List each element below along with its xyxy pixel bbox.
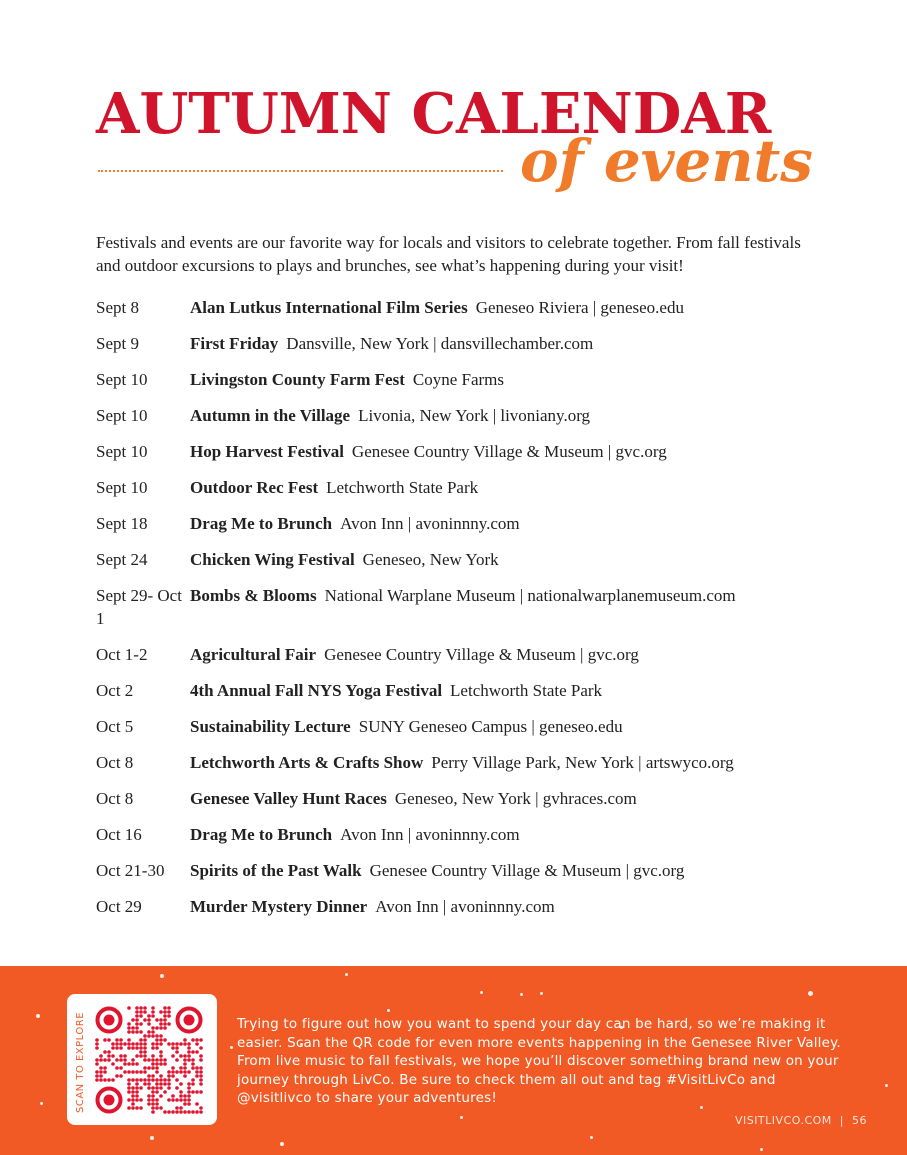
event-row (96, 296, 836, 332)
event-details: Genesee Country Village & Museum | gvc.org (351, 442, 667, 461)
speckle (345, 973, 348, 976)
event-date: Sept 29- Oct 1 (96, 586, 182, 628)
event-name: First Friday (190, 334, 279, 353)
speckle (40, 1102, 43, 1105)
event-name: Letchworth Arts & Crafts Show (190, 753, 424, 772)
intro-paragraph: Festivals and events are our favorite way for locals and visitors to celebrate together. From fall festivals and outdoor excursions to plays and brunches, see what’s happening during your visit! (96, 233, 801, 275)
event-row (96, 895, 836, 931)
page-number: 56 (852, 1114, 867, 1127)
qr-card[interactable] (67, 994, 217, 1125)
event-details: Geneseo, New York (362, 550, 499, 569)
speckle (540, 992, 543, 995)
event-name: 4th Annual Fall NYS Yoga Festival (190, 681, 443, 700)
event-row (96, 584, 836, 643)
event-date: Oct 5 (96, 717, 134, 736)
event-details: Geneseo, New York | gvhraces.com (394, 789, 637, 808)
event-info (190, 404, 836, 427)
event-row (96, 715, 836, 751)
event-details: National Warplane Museum | nationalwarplanemuseum.com (324, 586, 736, 605)
event-row (96, 332, 836, 368)
event-details: Perry Village Park, New York | artswyco.org (431, 753, 734, 772)
speckle (885, 1084, 888, 1087)
event-details: Avon Inn | avoninnny.com (340, 825, 520, 844)
event-date: Oct 16 (96, 825, 142, 844)
event-details: Geneseo Riviera | geneseo.edu (475, 298, 684, 317)
qr-code-icon[interactable] (95, 1006, 203, 1114)
event-name: Sustainability Lecture (190, 717, 351, 736)
page-subtitle: of events (520, 127, 813, 195)
event-row (96, 512, 836, 548)
event-date: Sept 8 (96, 298, 139, 317)
page-title: AUTUMN CALENDAR (96, 81, 772, 147)
speckle (387, 1009, 390, 1012)
event-row (96, 859, 836, 895)
speckle (160, 974, 164, 978)
event-name: Bombs & Blooms (190, 586, 317, 605)
event-date: Sept 10 (96, 478, 148, 497)
event-name: Genesee Valley Hunt Races (190, 789, 387, 808)
event-info (190, 440, 836, 463)
event-row (96, 368, 836, 404)
event-date: Oct 21-30 (96, 861, 165, 880)
event-details: Letchworth State Park (450, 681, 603, 700)
speckle (150, 1136, 154, 1140)
speckle (520, 993, 523, 996)
event-info (190, 368, 836, 391)
speckle (808, 991, 813, 996)
event-name: Spirits of the Past Walk (190, 861, 362, 880)
qr-scan-label: SCAN TO EXPLORE (75, 1011, 86, 1113)
event-details: Letchworth State Park (326, 478, 479, 497)
event-name: Autumn in the Village (190, 406, 351, 425)
event-row (96, 751, 836, 787)
footer-paragraph: Trying to figure out how you want to spend your day can be hard, so we’re making it easier. Scan the QR code for even more events happening in the Genesee River Valley. From live music to fall festivals, we hope you’ll discover something brand new on your journey through LivCo. Be sure to check them all out and tag #VisitLivCo and @visitlivco to share your adventures! (237, 1016, 841, 1107)
event-date: Oct 8 (96, 753, 134, 772)
event-row (96, 404, 836, 440)
event-info (190, 548, 836, 571)
event-info (190, 512, 836, 535)
speckle (480, 991, 483, 994)
event-row (96, 440, 836, 476)
event-date: Sept 10 (96, 442, 148, 461)
event-row (96, 476, 836, 512)
event-details: Coyne Farms (412, 370, 505, 389)
event-details: Livonia, New York | livoniany.org (358, 406, 591, 425)
footer-separator: | (839, 1114, 844, 1127)
speckle (590, 1136, 593, 1139)
event-info (190, 895, 836, 918)
event-info (190, 643, 836, 666)
event-name: Drag Me to Brunch (190, 825, 333, 844)
event-name: Murder Mystery Dinner (190, 897, 368, 916)
event-name: Drag Me to Brunch (190, 514, 333, 533)
event-date: Sept 24 (96, 550, 148, 569)
event-date: Sept 10 (96, 406, 148, 425)
event-date: Oct 2 (96, 681, 134, 700)
event-name: Alan Lutkus International Film Series (190, 298, 468, 317)
event-details: SUNY Geneseo Campus | geneseo.edu (358, 717, 623, 736)
event-name: Outdoor Rec Fest (190, 478, 319, 497)
event-date: Oct 1-2 (96, 645, 148, 664)
event-row (96, 548, 836, 584)
event-date: Oct 8 (96, 789, 134, 808)
event-date: Sept 18 (96, 514, 148, 533)
event-date: Sept 9 (96, 334, 139, 353)
event-info (190, 787, 836, 810)
event-details: Avon Inn | avoninnny.com (375, 897, 555, 916)
event-info (190, 332, 836, 355)
event-details: Genesee Country Village & Museum | gvc.org (324, 645, 639, 664)
dotted-divider (98, 170, 503, 172)
footer-site-info (735, 1114, 867, 1127)
footer-banner (0, 966, 907, 1155)
speckle (36, 1014, 40, 1018)
speckle (230, 1046, 233, 1049)
event-row (96, 823, 836, 859)
event-name: Hop Harvest Festival (190, 442, 344, 461)
speckle (280, 1142, 284, 1146)
event-info (190, 823, 836, 846)
event-info (190, 584, 836, 607)
event-name: Agricultural Fair (190, 645, 317, 664)
footer-site-link[interactable]: VISITLIVCO.COM (734, 1114, 832, 1127)
event-name: Livingston County Farm Fest (190, 370, 405, 389)
speckle (760, 1148, 763, 1151)
event-info (190, 476, 836, 499)
event-info (190, 715, 836, 738)
event-details: Avon Inn | avoninnny.com (340, 514, 520, 533)
event-row (96, 679, 836, 715)
event-row (96, 787, 836, 823)
event-info (190, 679, 836, 702)
event-info (190, 751, 836, 774)
event-date: Sept 10 (96, 370, 148, 389)
event-name: Chicken Wing Festival (190, 550, 355, 569)
event-row (96, 643, 836, 679)
event-info (190, 296, 836, 319)
event-details: Genesee Country Village & Museum | gvc.org (369, 861, 685, 880)
event-details: Dansville, New York | dansvillechamber.com (286, 334, 594, 353)
event-date: Oct 29 (96, 897, 142, 916)
events-list (96, 296, 836, 931)
speckle (460, 1116, 463, 1119)
event-info (190, 859, 836, 882)
